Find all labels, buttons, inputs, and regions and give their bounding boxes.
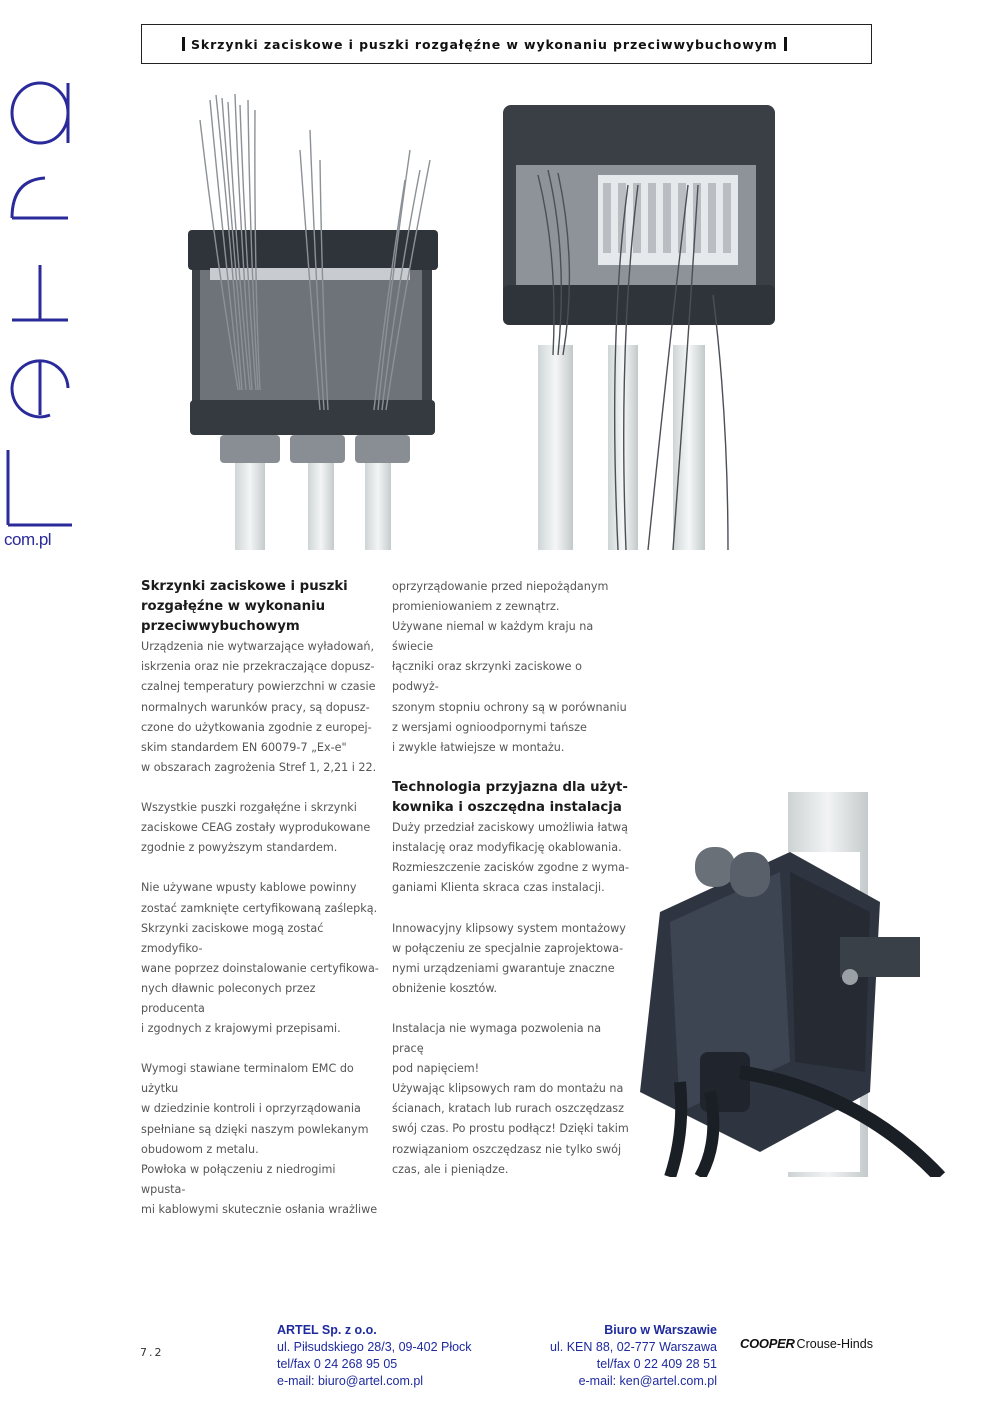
column-left: [141, 577, 381, 1220]
paragraph: Nie używane wpusty kablowe powinny zostać zamknięte certyfikowaną zaślepką. Skrzynki zaciskowe mogą zostać zmodyfiko- wane poprzez doinstalowanie certyfikowa- nych dławnic poleconych przez producenta i zgodnych z krajowymi przepisami.: [141, 881, 379, 1036]
paragraph: Urządzenia nie wytwarzające wyładowań, iskrzenia oraz nie przekraczające dopusz- czalnej temperatury powierzchni w czasie normalnych warunków pracy, są dopusz- czone do użytkowania zgodnie z europej- skim standardem EN 60079-7 „Ex-e" w obszarach zagrożenia Stref 1, 2,21 i 22.: [141, 640, 377, 774]
paragraph: oprzyrządowanie przed niepożądanym promieniowaniem z zewnątrz. Używane niemal w każdym kraju na świecie łączniki oraz skrzynki zaciskowe o podwyż- szonym stopniu ochrony są w porównaniu z wersjami ognioodpornymi tańsze i zwykle łatwiejsze w montażu.: [392, 580, 627, 754]
company-name: ARTEL Sp. z o.o.: [277, 1323, 377, 1337]
email-link[interactable]: e-mail: ken@artel.com.pl: [578, 1374, 717, 1388]
page-number: 7.2: [140, 1346, 164, 1359]
artel-logo-domain: com.pl: [4, 530, 52, 549]
page-header: [141, 24, 872, 64]
paragraph: Duży przedział zaciskowy umożliwia łatwą instalację oraz modyfikację okablowania. Rozmieszczenie zacisków zgodne z wyma- ganiami Klienta skraca czas instalacji.: [392, 821, 630, 895]
address: ul. Piłsudskiego 28/3, 09-402 Płock: [277, 1340, 472, 1354]
email-link[interactable]: e-mail: biuro@artel.com.pl: [277, 1374, 424, 1388]
footer-address-warszawa: [500, 1322, 717, 1390]
paragraph: Instalacja nie wymaga pozwolenia na pracę pod napięciem! Używając klipsowych ram do montażu na ścianach, kratach lub rurach oszczędzasz swój czas. Po prostu podłącz! Dzięki takim rozwiązaniom oszczędzasz nie tylko swój czas, ale i pieniądze.: [392, 1021, 629, 1176]
brand-crouse-hinds: Crouse-Hinds: [796, 1336, 873, 1351]
paragraph: Innowacyjny klipsowy system montażowy w połączeniu ze specjalnie zaprojektowa- nymi urządzeniami gwarantuje znaczne obniżenie kosztów.: [392, 921, 626, 995]
junction-box-photo-left: [180, 90, 465, 550]
cooper-crouse-hinds-logo: [740, 1336, 873, 1351]
junction-box-photo-right: [498, 95, 780, 550]
header-bar-left: [182, 37, 185, 51]
brand-cooper: COOPER: [740, 1336, 795, 1351]
paragraph: Wymogi stawiane terminalom EMC do użytku w dziedzinie kontroli i oprzyrządowania spełniane są dzięki naszym powlekanym obudowom z metalu. Powłoka w połączeniu z niedrogimi wpusta- mi kablowymi skutecznie osłania wrażliwe: [141, 1062, 378, 1216]
mounted-box-photo: [640, 792, 946, 1177]
address: ul. KEN 88, 02-777 Warszawa: [550, 1340, 717, 1354]
column-left-heading: Skrzynki zaciskowe i puszki rozgałęźne w wykonaniu przeciwwybuchowym: [141, 579, 348, 635]
column-middle-heading: Technologia przyjazna dla użyt- kownika i oszczędna instalacja: [392, 779, 628, 815]
column-middle: [392, 577, 632, 1180]
header-bar-right: [784, 37, 787, 51]
office-name: Biuro w Warszawie: [604, 1323, 717, 1337]
phone: tel/fax 0 22 409 28 51: [596, 1357, 717, 1371]
header-title: Skrzynki zaciskowe i puszki rozgałęźne w wykonaniu przeciwwybuchowym: [191, 36, 778, 52]
artel-logo: [0, 70, 80, 560]
paragraph: Wszystkie puszki rozgałęźne i skrzynki zaciskowe CEAG zostały wyprodukowane zgodnie z powyższym standardem.: [141, 801, 371, 855]
phone: tel/fax 0 24 268 95 05: [277, 1357, 398, 1371]
footer-address-plock: [277, 1322, 472, 1390]
